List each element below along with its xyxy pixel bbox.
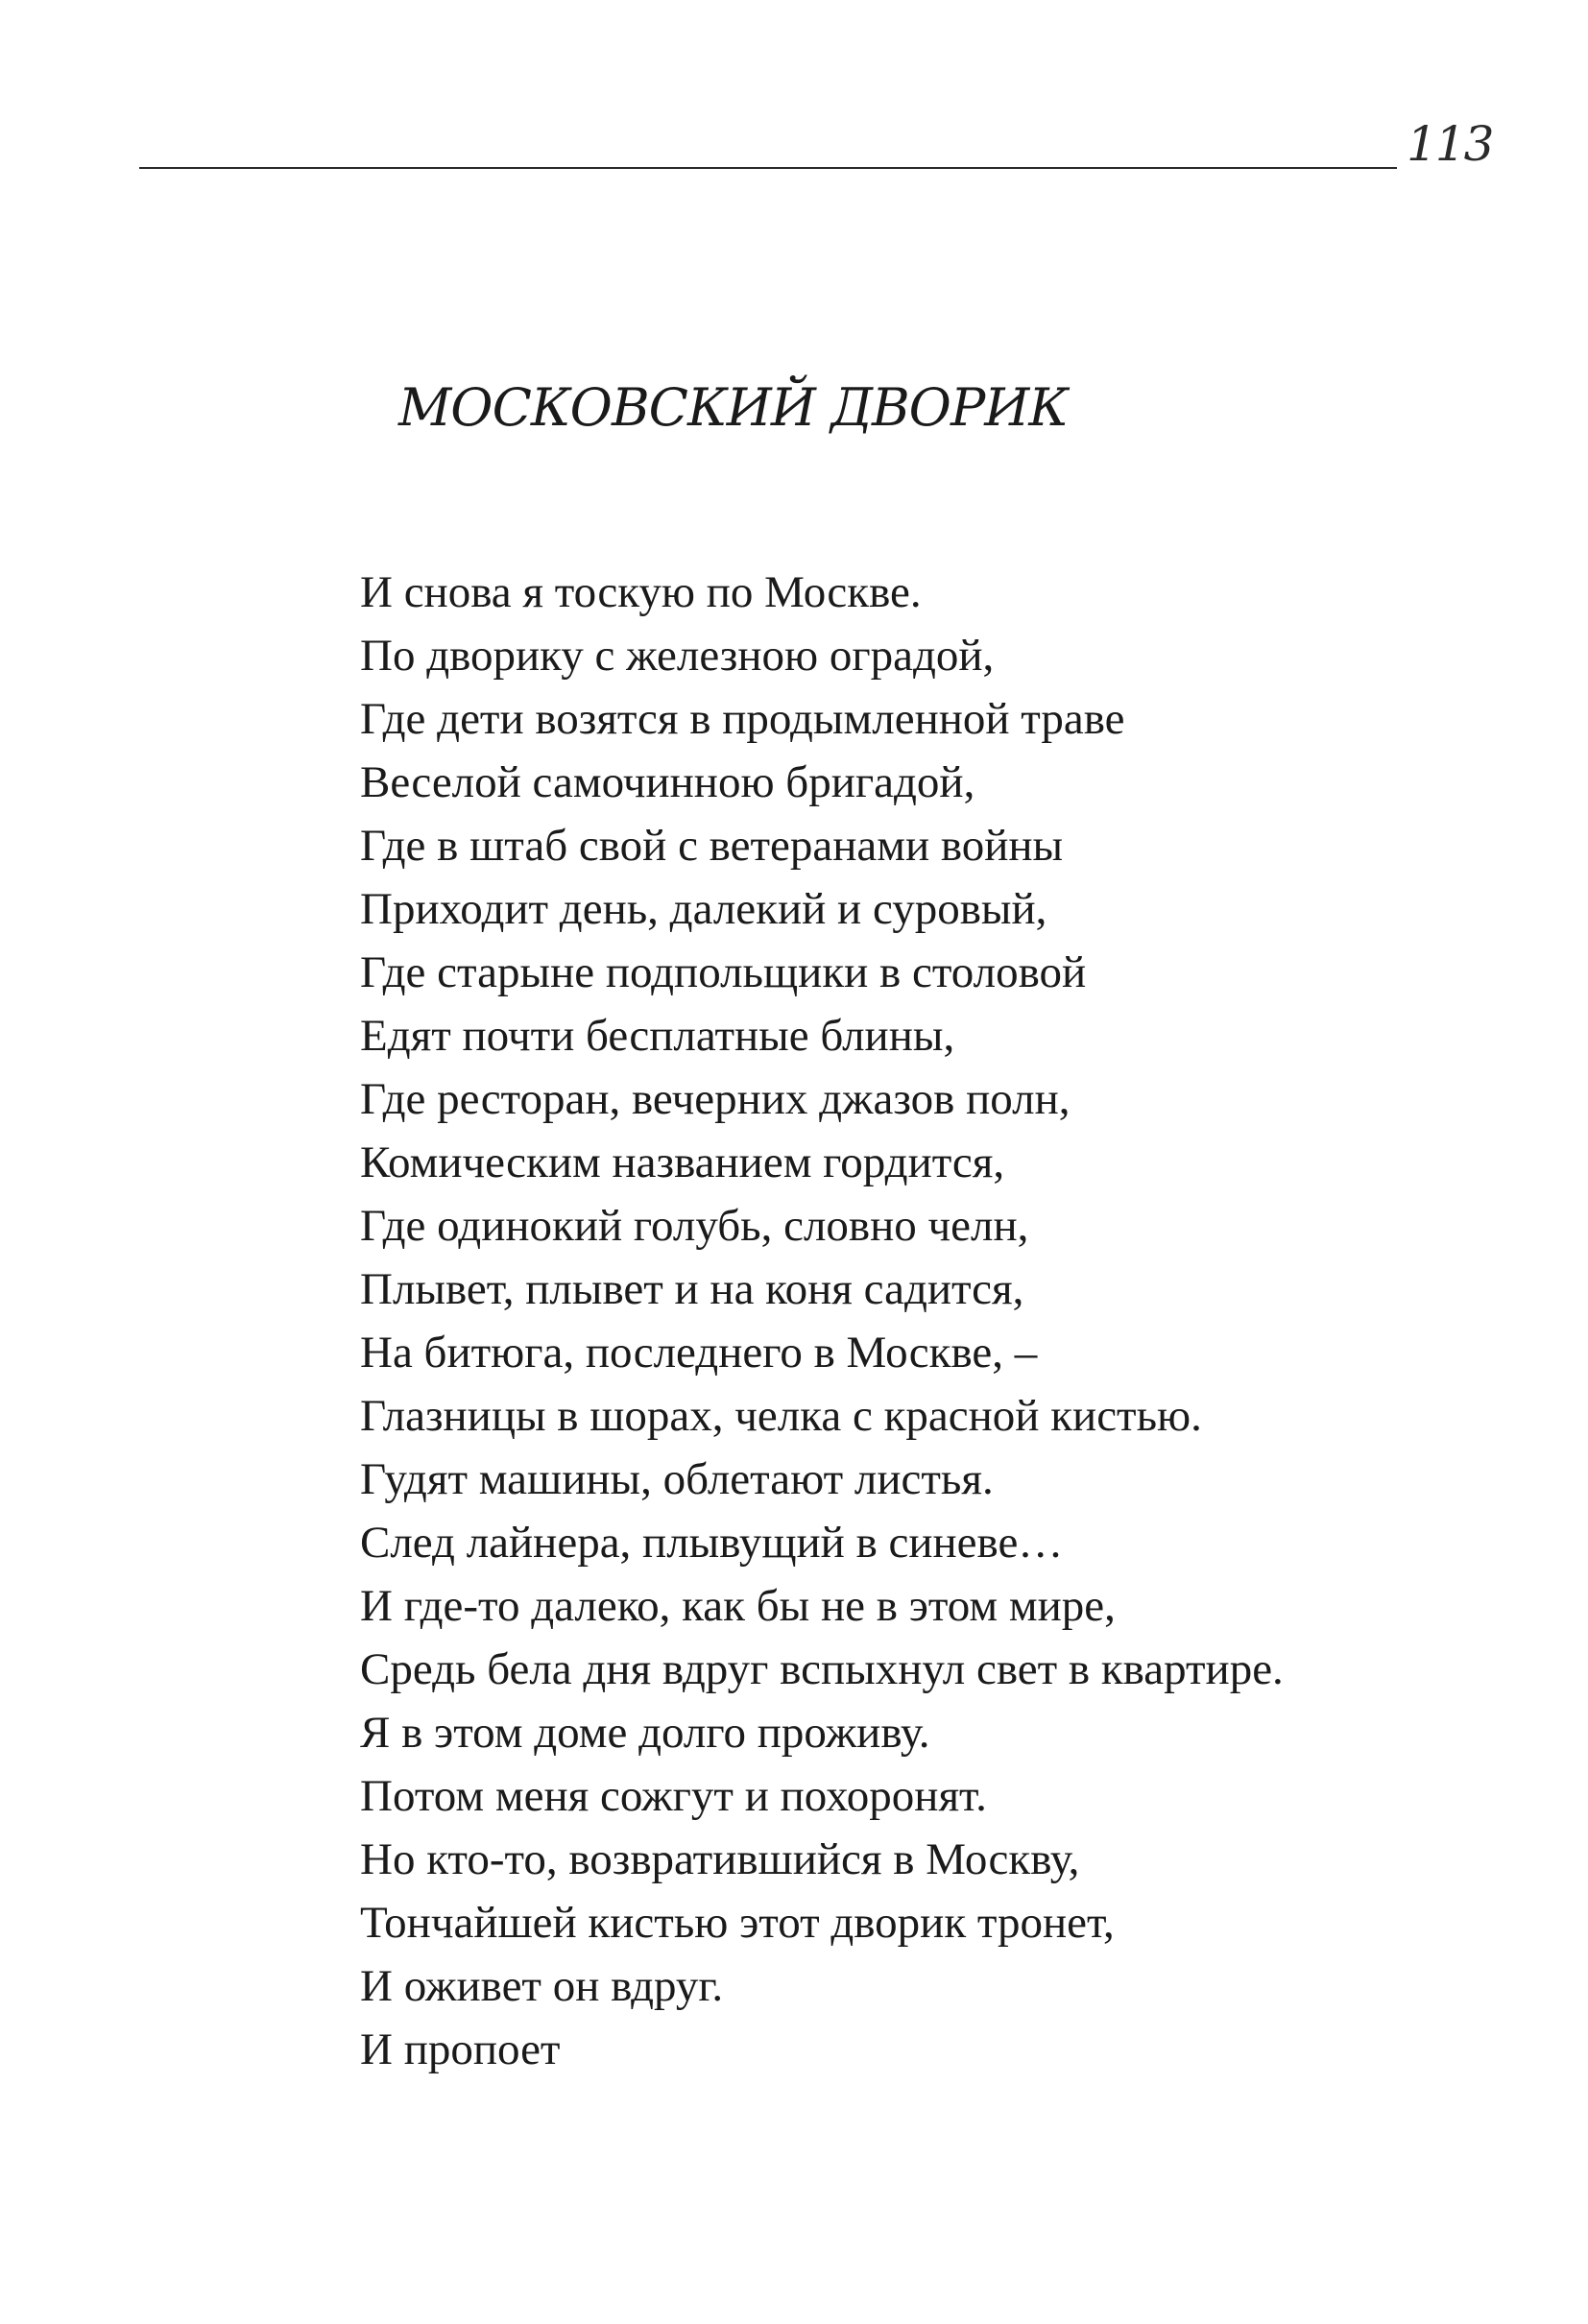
poem-line: И где-то далеко, как бы не в этом мире,	[360, 1581, 1116, 1631]
poem-line: Едят почти бесплатные блины,	[360, 1011, 955, 1061]
poem-line: След лайнера, плывущий в синеве…	[360, 1518, 1064, 1568]
poem-line: Плывет, плывет и на коня садится,	[360, 1264, 1024, 1314]
poem-line: Средь бела дня вдруг вспыхнул свет в квартире.	[360, 1644, 1284, 1694]
poem-body	[360, 561, 1284, 2081]
page-number: 113	[1407, 116, 1493, 172]
poem-line: Глазницы в шорах, челка с красной кистью.	[360, 1391, 1202, 1441]
poem-line: Где ресторан, вечерних джазов полн,	[360, 1074, 1071, 1124]
poem-line: И оживет он вдруг.	[360, 1961, 724, 2011]
poem-line: Где одинокий голубь, словно челн,	[360, 1201, 1029, 1251]
poem-line: Тончайшей кистью этот дворик тронет,	[360, 1898, 1115, 1948]
poem-line: На битюга, последнего в Москве, –	[360, 1328, 1038, 1378]
poem-line: И пропоет	[360, 2025, 561, 2074]
page-header	[139, 115, 1503, 173]
poem-line: Где в штаб свой с ветеранами войны	[360, 821, 1064, 871]
poem-line: Комическим названием гордится,	[360, 1138, 1005, 1187]
poem-line: Гудят машины, облетают листья.	[360, 1454, 994, 1504]
poem-title: МОСКОВСКИЙ ДВОРИК	[398, 377, 1069, 438]
poem-line: И снова я тоскую по Москве.	[360, 567, 922, 617]
poem-line: Я в этом доме долго проживу.	[360, 1708, 930, 1758]
poem-line: Приходит день, далекий и суровый,	[360, 884, 1047, 934]
poem-line: Где дети возятся в продымленной траве	[360, 694, 1125, 744]
poem-line: Потом меня сожгут и похоронят.	[360, 1771, 987, 1821]
header-rule	[139, 167, 1397, 169]
poem-line: Где старыне подпольщики в столовой	[360, 947, 1087, 997]
poem-line: По дворику с железною оградой,	[360, 631, 995, 681]
poem-line: Но кто-то, возвратившийся в Москву,	[360, 1834, 1080, 1884]
poem-line: Веселой самочинною бригадой,	[360, 757, 975, 807]
